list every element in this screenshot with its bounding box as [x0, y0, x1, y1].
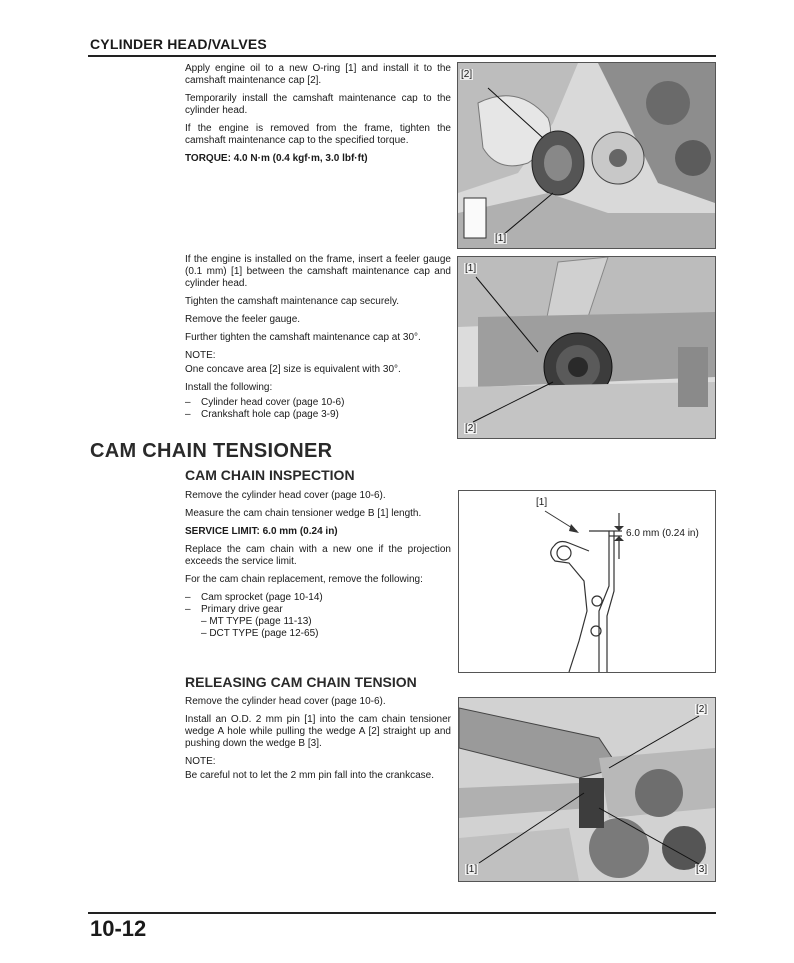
paragraph: Measure the cam chain tensioner wedge B [1] length.: [185, 508, 422, 519]
paragraph: Apply engine oil to a new O-ring [1] and install it to the camshaft maintenance cap [2].: [185, 63, 451, 86]
section-title: CAM CHAIN TENSIONER: [90, 440, 333, 462]
paragraph: If the engine is installed on the frame, insert a feeler gauge (0.1 mm) [1] between the camshaft maintenance cap and cylinder head.: [185, 254, 451, 289]
note-label: NOTE:: [185, 350, 216, 361]
callout-3: [3]: [696, 864, 708, 875]
list-subitem: – MT TYPE (page 11-13): [201, 616, 312, 627]
service-limit: SERVICE LIMIT: 6.0 mm (0.24 in): [185, 526, 338, 537]
install-list: [185, 397, 451, 421]
paragraph: Further tighten the camshaft maintenance cap at 30°.: [185, 332, 421, 343]
text-block-inspection: [185, 490, 451, 640]
note-text: One concave area [2] size is equivalent with 30°.: [185, 364, 401, 375]
paragraph: Remove the feeler gauge.: [185, 314, 301, 325]
engine-photo-illustration: [459, 698, 715, 881]
torque-spec: TORQUE: 4.0 N·m (0.4 kgf·m, 3.0 lbf·ft): [185, 153, 368, 164]
text-block-feeler-gauge: [185, 254, 451, 421]
paragraph: If the engine is removed from the frame, tighten the camshaft maintenance cap to the specified torque.: [185, 123, 451, 146]
text-block-releasing: [185, 696, 451, 788]
removal-list: [185, 592, 451, 640]
text-block-cap-install: [185, 63, 451, 171]
paragraph: Tighten the camshaft maintenance cap securely.: [185, 296, 400, 307]
figure-feeler-gauge-photo: [457, 256, 716, 439]
list-item: – Primary drive gear: [185, 604, 451, 616]
subsection-title-releasing: RELEASING CAM CHAIN TENSION: [185, 674, 417, 690]
install-label: Install the following:: [185, 382, 273, 393]
header-divider: [88, 55, 716, 57]
page-header-title: CYLINDER HEAD/VALVES: [90, 36, 267, 52]
paragraph: Temporarily install the camshaft maintenance cap to the cylinder head.: [185, 93, 451, 116]
callout-2: [2]: [461, 69, 473, 80]
note-label: NOTE:: [185, 756, 216, 767]
paragraph: Replace the cam chain with a new one if the projection exceeds the service limit.: [185, 544, 451, 567]
figure-releasing-tension-photo: [458, 697, 716, 882]
callout-1: [1]: [465, 263, 477, 274]
wedge-line-drawing: [459, 491, 715, 672]
figure-maintenance-cap-photo: [457, 62, 716, 249]
list-item: – Cylinder head cover (page 10-6): [185, 397, 451, 409]
page-number: 10-12: [90, 916, 147, 941]
figure-tensioner-wedge-diagram: [458, 490, 716, 673]
paragraph: Install an O.D. 2 mm pin [1] into the cam chain tensioner wedge A hole while pulling the wedge A [2] straight up and pushing down the wedge B [3].: [185, 714, 451, 749]
list-item: – Cam sprocket (page 10-14): [185, 592, 451, 604]
engine-photo-illustration: [458, 257, 715, 438]
paragraph: Remove the cylinder head cover (page 10-6).: [185, 490, 386, 501]
dimension-label: 6.0 mm (0.24 in): [626, 528, 699, 539]
callout-2: [2]: [696, 704, 708, 715]
subsection-title-inspection: CAM CHAIN INSPECTION: [185, 467, 355, 483]
paragraph: For the cam chain replacement, remove the following:: [185, 574, 423, 585]
footer-divider: [88, 912, 716, 914]
callout-2: [2]: [465, 423, 477, 434]
list-subitem: – DCT TYPE (page 12-65): [201, 628, 319, 639]
callout-1: [1]: [466, 864, 478, 875]
callout-1: [1]: [495, 233, 507, 244]
note-text: Be careful not to let the 2 mm pin fall into the crankcase.: [185, 770, 435, 781]
list-item: – Crankshaft hole cap (page 3-9): [185, 409, 451, 421]
engine-photo-illustration: [458, 63, 715, 248]
callout-1: [1]: [536, 497, 548, 508]
paragraph: Remove the cylinder head cover (page 10-6).: [185, 696, 386, 707]
